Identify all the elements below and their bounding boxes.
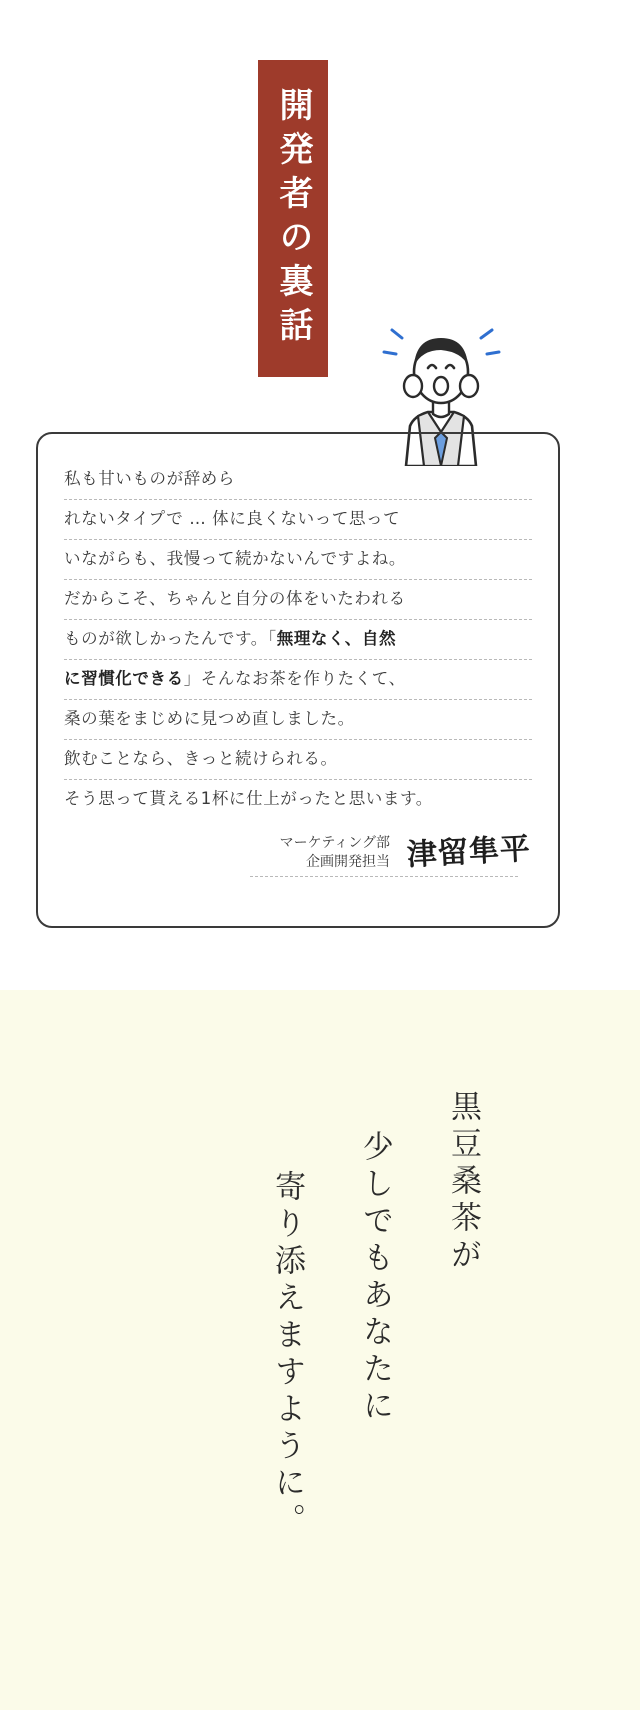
comment-line: 私も甘いものが辞めら <box>64 460 532 500</box>
signature-name: 津留隼平 <box>406 831 532 874</box>
comment-line-bold: に習慣化できる <box>64 669 184 688</box>
comment-line-plain: ものが欲しかったんです。「 <box>64 629 277 648</box>
comment-line-plain: 」そんなお茶を作りたくて、 <box>183 669 406 688</box>
closing-message <box>265 1090 485 1540</box>
developer-comment-box <box>36 432 560 928</box>
section-banner-label: 開発者の裏話 <box>273 86 313 351</box>
comment-line: れないタイプで … 体に良くないって思って <box>64 500 532 540</box>
closing-message-section <box>0 990 640 1710</box>
signature-role <box>250 834 390 872</box>
comment-line: 飲むことなら、きっと続けられる。 <box>64 740 532 780</box>
signature-underline <box>250 876 518 877</box>
signature-block <box>238 830 538 900</box>
closing-column-1: 黒豆桑茶が <box>445 1090 481 1275</box>
comment-line: そう思って貰える1杯に仕上がったと思います。 <box>64 789 433 808</box>
signature-title: 企画開発担当 <box>306 854 390 870</box>
comment-line-bold: 無理なく、自然 <box>276 629 397 648</box>
comment-line: 桑の葉をまじめに見つめ直しました。 <box>64 700 532 740</box>
comment-line-highlight-end <box>64 660 532 700</box>
closing-column-3: 寄り添えますように。 <box>268 1170 305 1540</box>
developer-comment-text <box>64 460 532 820</box>
closing-column-2: 少しでもあなたに <box>356 1130 393 1426</box>
comment-line: だからこそ、ちゃんと自分の体をいたわれる <box>64 580 532 620</box>
comment-line: いながらも、我慢って続かないんですよね。 <box>64 540 532 580</box>
signature-department: マーケティング部 <box>279 835 390 851</box>
section-banner <box>258 60 328 377</box>
comment-line-highlight-start <box>64 620 532 660</box>
